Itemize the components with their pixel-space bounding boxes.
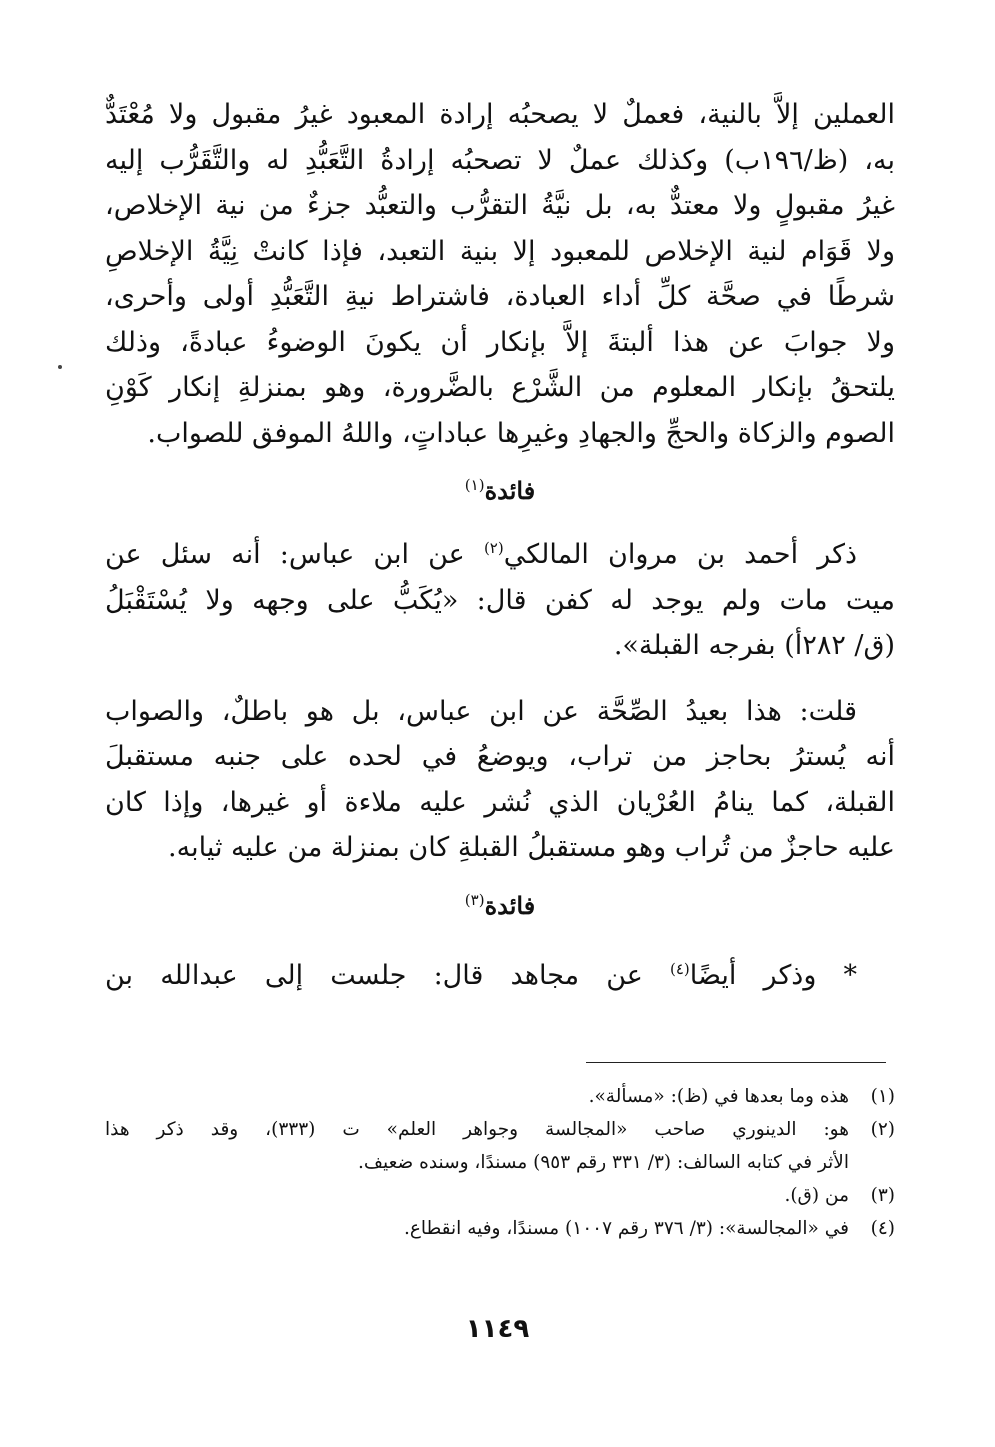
text-run: ذكر أحمد بن مروان المالكي xyxy=(503,539,857,570)
paragraph-2 xyxy=(105,526,895,669)
text-line: ولا جوابَ عن هذا ألبتةَ إلاَّ بإنكار أن يكونَ الوضوءُ عبادةً، وذلك xyxy=(105,326,895,358)
text-run: * وذكر أيضًا xyxy=(689,959,857,991)
margin-dot xyxy=(58,365,62,369)
footnote-ref[interactable]: (٣) xyxy=(464,890,485,909)
page-number: ١١٤٩ xyxy=(465,1314,530,1344)
text-line: قلت: هذا بعيدُ الصِّحَّة عن ابن عباس، بل هو باطلٌ، والصواب xyxy=(105,695,857,727)
footnote-2 xyxy=(105,1113,895,1179)
footnote-number: (٢) xyxy=(870,1119,895,1140)
footnote-ref[interactable]: (١) xyxy=(464,476,485,494)
footnote-line: الأثر في كتابه السالف: (٣/ ٣٣١ رقم ٩٥٣) مسندًا، وسنده ضعيف. xyxy=(358,1152,849,1173)
footnote-3 xyxy=(105,1179,895,1212)
section-heading-1 xyxy=(105,470,895,506)
text-line: العملين إلاَّ بالنية، فعملٌ لا يصحبُه إرادة المعبود غيرُ مقبول ولا مُعْتَدٌّ xyxy=(105,99,895,130)
footnote-text xyxy=(105,1212,849,1245)
footnote-1 xyxy=(105,1080,895,1113)
text-run: عن ابن عباس: أنه سئل عن xyxy=(105,539,484,570)
footnote-number: (٣) xyxy=(870,1185,895,1206)
footnote-ref[interactable]: (٤) xyxy=(670,959,690,978)
text-line: به، (ظ/١٩٦ب) وكذلك عملٌ لا تصحبُه إرادةُ التَّعَبُّدِ له والتَّقَرُّب إليه xyxy=(105,144,895,176)
text-line: غيرُ مقبولٍ ولا معتدٌّ به، بل نيَّةُ التقرُّب والتعبُّد جزءٌ من نية الإخلاص، xyxy=(105,190,895,221)
footnote-line: هو: الدينوري صاحب «المجالسة وجواهر العلم» ت (٣٣٣)، وقد ذكر هذا xyxy=(105,1119,849,1140)
text-line xyxy=(105,526,895,578)
footnote-line: هذه وما بعدها في (ظ): «مسألة». xyxy=(588,1086,849,1107)
paragraph-3 xyxy=(105,689,895,871)
footnote-text xyxy=(105,1179,849,1212)
footnote-divider xyxy=(586,1062,886,1063)
heading-text: فائدة xyxy=(484,890,536,920)
footnote-line: من (ق). xyxy=(784,1185,849,1206)
text-line: (ق/ ٢٨٢أ) بفرجه القبلة». xyxy=(613,630,895,661)
text-line xyxy=(105,947,895,999)
text-line: أنه يُسترُ بحاجز من تراب، ويوضعُ في لحده على جنبه مستقبلَ xyxy=(105,741,895,772)
footnotes xyxy=(105,1080,895,1245)
paragraph-1 xyxy=(105,92,895,456)
footnote-number: (٤) xyxy=(870,1218,895,1239)
footnote-4 xyxy=(105,1212,895,1245)
text-run: عن مجاهد قال: جلست إلى عبدالله بن xyxy=(105,959,670,991)
text-line: ميت مات ولم يوجد له كفن قال: «يُكَبُّ على وجهه ولا يُسْتَقْبَلُ xyxy=(105,584,895,616)
text-line: القبلة، كما ينامُ العُرْيان الذي نُشر عليه ملاءة أو غيرها، وإذا كان xyxy=(105,786,895,818)
text-line: شرطًا في صحَّة كلِّ أداء العبادة، فاشتراط نيةِ التَّعَبُّدِ أولى وأحرى، xyxy=(105,281,895,312)
text-line: عليه حاجزٌ من تُراب وهو مستقبلُ القبلةِ كان بمنزلة من عليه ثيابه. xyxy=(168,832,895,863)
page-body xyxy=(105,92,895,998)
section-heading-2 xyxy=(105,885,895,921)
text-line: يلتحقُ بإنكار المعلوم من الشَّرْع بالضَّرورة، وهو بمنزلةِ إنكار كَوْنِ xyxy=(105,372,895,403)
footnote-text xyxy=(105,1080,849,1113)
paragraph-4 xyxy=(105,947,895,999)
footnote-text xyxy=(105,1113,849,1179)
footnote-number: (١) xyxy=(870,1086,895,1107)
text-line: الصوم والزكاة والحجِّ والجهادِ وغيرِها عباداتٍ، واللهُ الموفق للصواب. xyxy=(147,417,895,449)
heading-text: فائدة xyxy=(484,476,536,505)
text-line: ولا قَوَام لنية الإخلاص للمعبود إلا بنية التعبد، فإذا كانتْ نِيَّةُ الإخلاصِ xyxy=(105,235,895,267)
footnote-ref[interactable]: (٢) xyxy=(483,539,504,557)
footnote-line: في «المجالسة»: (٣/ ٣٧٦ رقم ١٠٠٧) مسندًا، وفيه انقطاع. xyxy=(403,1218,849,1239)
